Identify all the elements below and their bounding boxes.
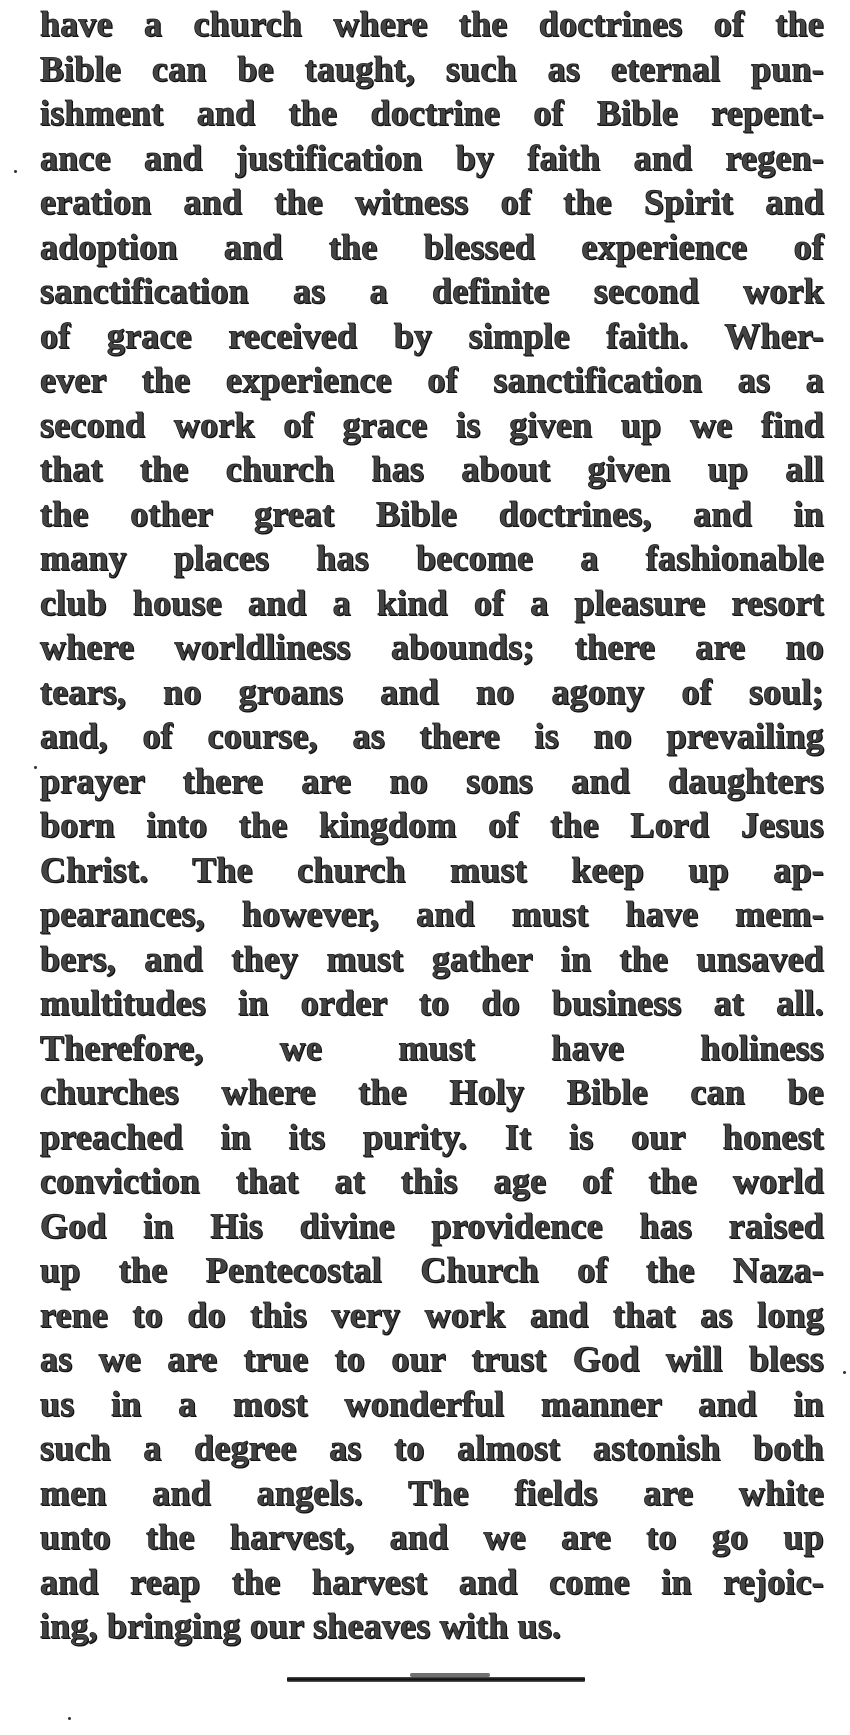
text-line: sanctification as a definite second work xyxy=(40,271,824,311)
text-line: and reap the harvest and come in rejoic- xyxy=(40,1561,824,1602)
scan-speck xyxy=(34,766,37,769)
text-line: men and angels. The fields are white xyxy=(40,1472,824,1513)
text-line: preached in its purity. It is our honest xyxy=(40,1116,824,1157)
scan-speck xyxy=(14,170,17,173)
text-line: ance and justification by faith and regen- xyxy=(40,137,824,178)
scan-speck xyxy=(843,1371,846,1374)
text-line: conviction that at this age of the world xyxy=(40,1161,824,1201)
scan-speck xyxy=(68,1717,71,1720)
text-line: ever the experience of sanctification as a xyxy=(40,360,824,400)
text-line: the other great Bible doctrines, and in xyxy=(40,493,824,534)
text-line: born into the kingdom of the Lord Jesus xyxy=(40,805,824,845)
text-line: second work of grace is given up we find xyxy=(40,404,824,445)
text-line: have a church where the doctrines of the xyxy=(40,4,824,44)
text-line: churches where the Holy Bible can be xyxy=(40,1072,824,1112)
text-line: that the church has about given up all xyxy=(40,449,824,489)
section-divider xyxy=(287,1677,585,1682)
text-line: bers, and they must gather in the unsaved xyxy=(40,938,824,979)
text-column xyxy=(40,2,824,1649)
text-line: rene to do this very work and that as long xyxy=(40,1294,824,1335)
text-line: ishment and the doctrine of Bible repent- xyxy=(40,93,824,133)
text-line: Christ. The church must keep up ap- xyxy=(40,849,824,890)
text-line: Bible can be taught, such as eternal pun- xyxy=(40,48,824,89)
text-line: ing, bringing our sheaves with us. xyxy=(40,1606,562,1646)
text-line: many places has become a fashionable xyxy=(40,538,824,578)
text-line: up the Pentecostal Church of the Naza- xyxy=(40,1250,824,1290)
text-line: pearances, however, and must have mem- xyxy=(40,894,824,934)
text-line: as we are true to our trust God will bless xyxy=(40,1339,824,1379)
text-line: Therefore, we must have holiness xyxy=(40,1027,824,1068)
text-line: such a degree as to almost astonish both xyxy=(40,1428,824,1468)
text-line: multitudes in order to do business at all. xyxy=(40,983,824,1023)
text-line: tears, no groans and no agony of soul; xyxy=(40,671,824,712)
text-line: eration and the witness of the Spirit and xyxy=(40,182,824,222)
text-line: and, of course, as there is no prevailing xyxy=(40,716,824,756)
text-line: unto the harvest, and we are to go up xyxy=(40,1517,824,1557)
text-line: of grace received by simple faith. Wher- xyxy=(40,315,824,356)
text-line: God in His divine providence has raised xyxy=(40,1205,824,1246)
text-line: adoption and the blessed experience of xyxy=(40,226,824,267)
text-line: us in a most wonderful manner and in xyxy=(40,1383,824,1424)
text-line: prayer there are no sons and daughters xyxy=(40,760,824,801)
text-line: club house and a kind of a pleasure resort xyxy=(40,582,824,623)
text-line: where worldliness abounds; there are no xyxy=(40,627,824,667)
